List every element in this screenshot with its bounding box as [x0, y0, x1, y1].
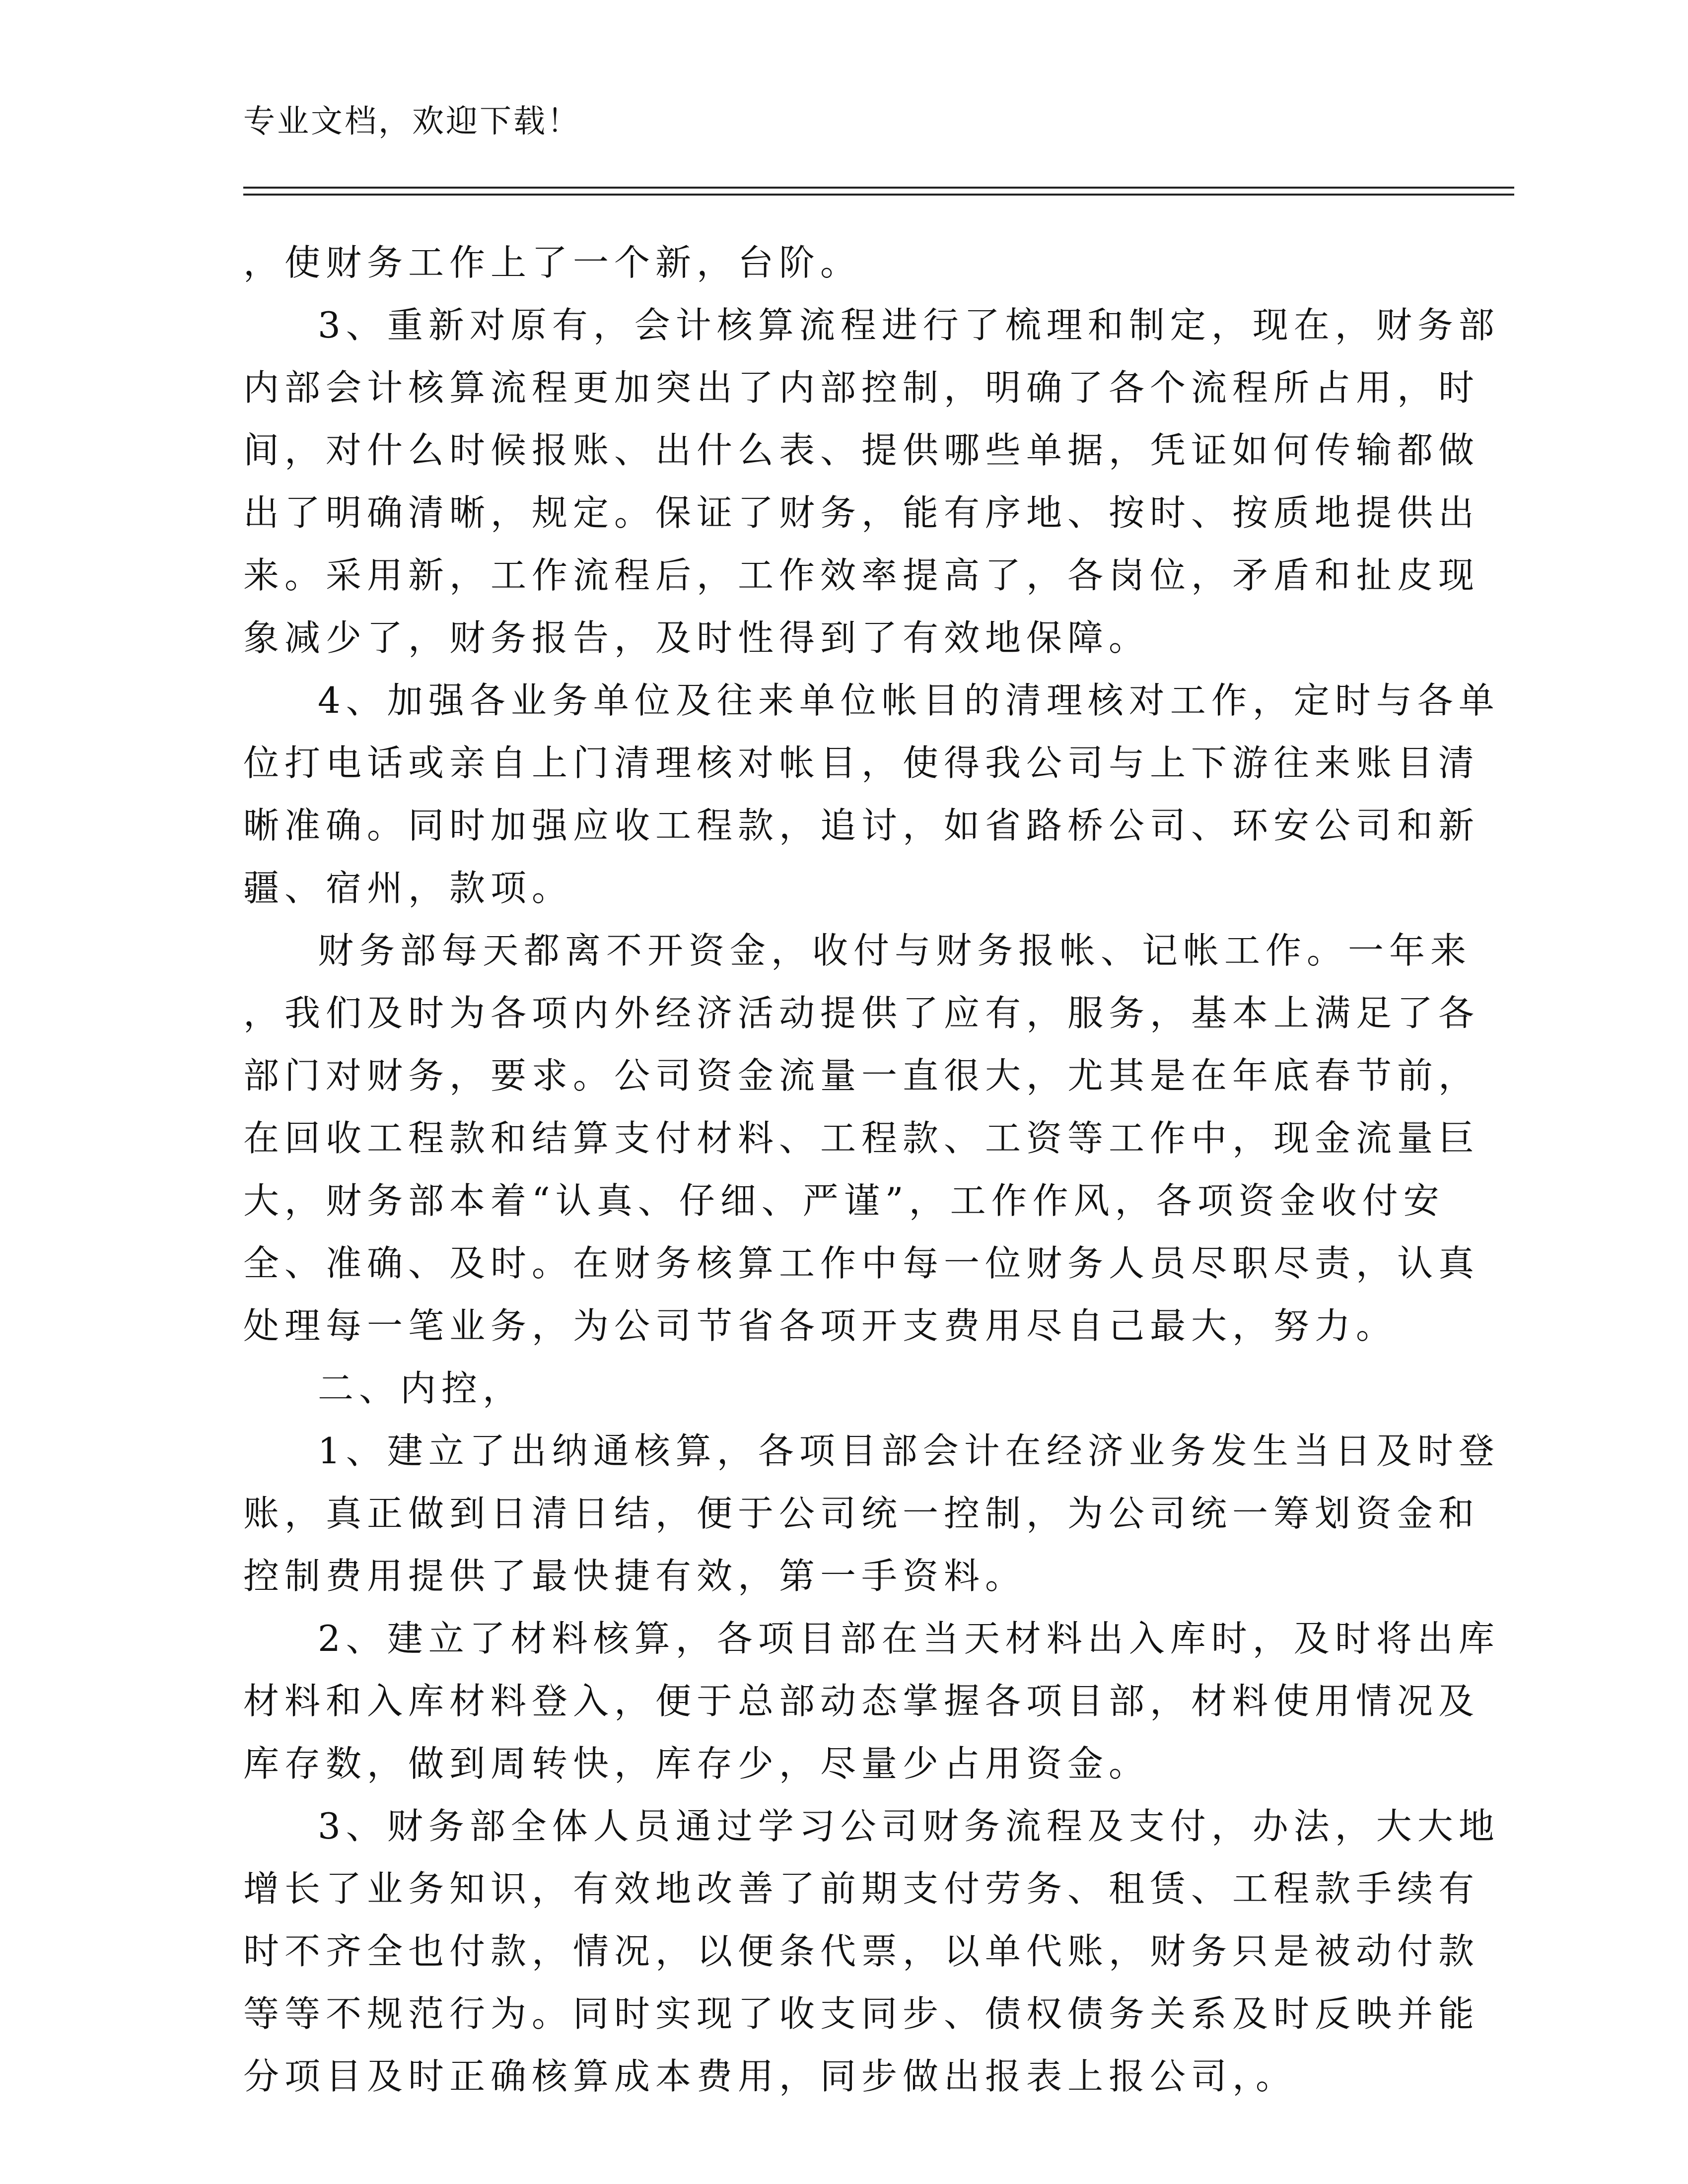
- text-line: 出了明确清晰，规定。保证了财务，能有序地、按时、按质地提供出: [243, 492, 1480, 534]
- text-line: 部门对财务，要求。公司资金流量一直很大，尤其是在年底春节前，: [243, 1055, 1480, 1096]
- text-line: 晰准确。同时加强应收工程款，追讨，如省路桥公司、环安公司和新: [243, 805, 1480, 846]
- text-line: 4、加强各业务单位及往来单位帐目的清理核对工作，定时与各单: [318, 680, 1500, 721]
- text-line: 账，真正做到日清日结，便于公司统一控制，为公司统一筹划资金和: [243, 1493, 1480, 1534]
- text-line: ，使财务工作上了一个新，台阶。: [243, 242, 862, 283]
- text-line: 全、准确、及时。在财务核算工作中每一位财务人员尽职尽责，认真: [243, 1242, 1480, 1284]
- text-line: 财务部每天都离不开资金，收付与财务报帐、记帐工作。一年来: [318, 930, 1472, 971]
- text-line: 3、财务部全体人员通过学习公司财务流程及支付，办法，大大地: [318, 1805, 1500, 1847]
- text-line: 处理每一笔业务，为公司节省各项开支费用尽自己最大，努力。: [243, 1305, 1398, 1347]
- text-line: 3、重新对原有，会计核算流程进行了梳理和制定，现在，财务部: [318, 304, 1500, 346]
- section-heading: 二、内控，: [318, 1367, 524, 1409]
- text-line: 增长了业务知识，有效地改善了前期支付劳务、租赁、工程款手续有: [243, 1868, 1480, 1910]
- text-line: 象减少了，财务报告，及时性得到了有效地保障。: [243, 617, 1150, 659]
- text-line: 疆、宿州，款项。: [243, 867, 573, 909]
- text-line: ，我们及时为各项内外经济活动提供了应有，服务，基本上满足了各: [243, 992, 1480, 1034]
- text-line: 材料和入库材料登入，便于总部动态掌握各项目部，材料使用情况及: [243, 1680, 1480, 1722]
- text-line: 时不齐全也付款，情况，以便条代票，以单代账，财务只是被动付款: [243, 1930, 1480, 1972]
- document-header: 专业文档，欢迎下载！: [243, 103, 581, 140]
- text-line: 2、建立了材料核算，各项目部在当天材料出入库时，及时将出库: [318, 1618, 1500, 1659]
- text-line: 控制费用提供了最快捷有效，第一手资料。: [243, 1555, 1027, 1597]
- text-line: 等等不规范行为。同时实现了收支同步、债权债务关系及时反映并能: [243, 1993, 1480, 2035]
- text-line: 内部会计核算流程更加突出了内部控制，明确了各个流程所占用，时: [243, 367, 1480, 409]
- text-line: 大，财务部本着“认真、仔细、严谨”，工作作风，各项资金收付安: [243, 1180, 1445, 1222]
- header-divider-bottom: [243, 194, 1514, 196]
- text-line: 1、建立了出纳通核算，各项目部会计在经济业务发生当日及时登: [318, 1430, 1500, 1472]
- document-body: [243, 231, 1500, 2108]
- text-line: 库存数，做到周转快，库存少，尽量少占用资金。: [243, 1743, 1150, 1784]
- text-line: 分项目及时正确核算成本费用，同步做出报表上报公司，。: [243, 2055, 1297, 2097]
- text-line: 在回收工程款和结算支付材料、工程款、工资等工作中，现金流量巨: [243, 1117, 1480, 1159]
- text-line: 来。采用新，工作流程后，工作效率提高了，各岗位，矛盾和扯皮现: [243, 554, 1480, 596]
- text-line: 间，对什么时候报账、出什么表、提供哪些单据，凭证如何传输都做: [243, 429, 1480, 471]
- header-divider-top: [243, 187, 1514, 189]
- text-line: 位打电话或亲自上门清理核对帐目，使得我公司与上下游往来账目清: [243, 742, 1480, 784]
